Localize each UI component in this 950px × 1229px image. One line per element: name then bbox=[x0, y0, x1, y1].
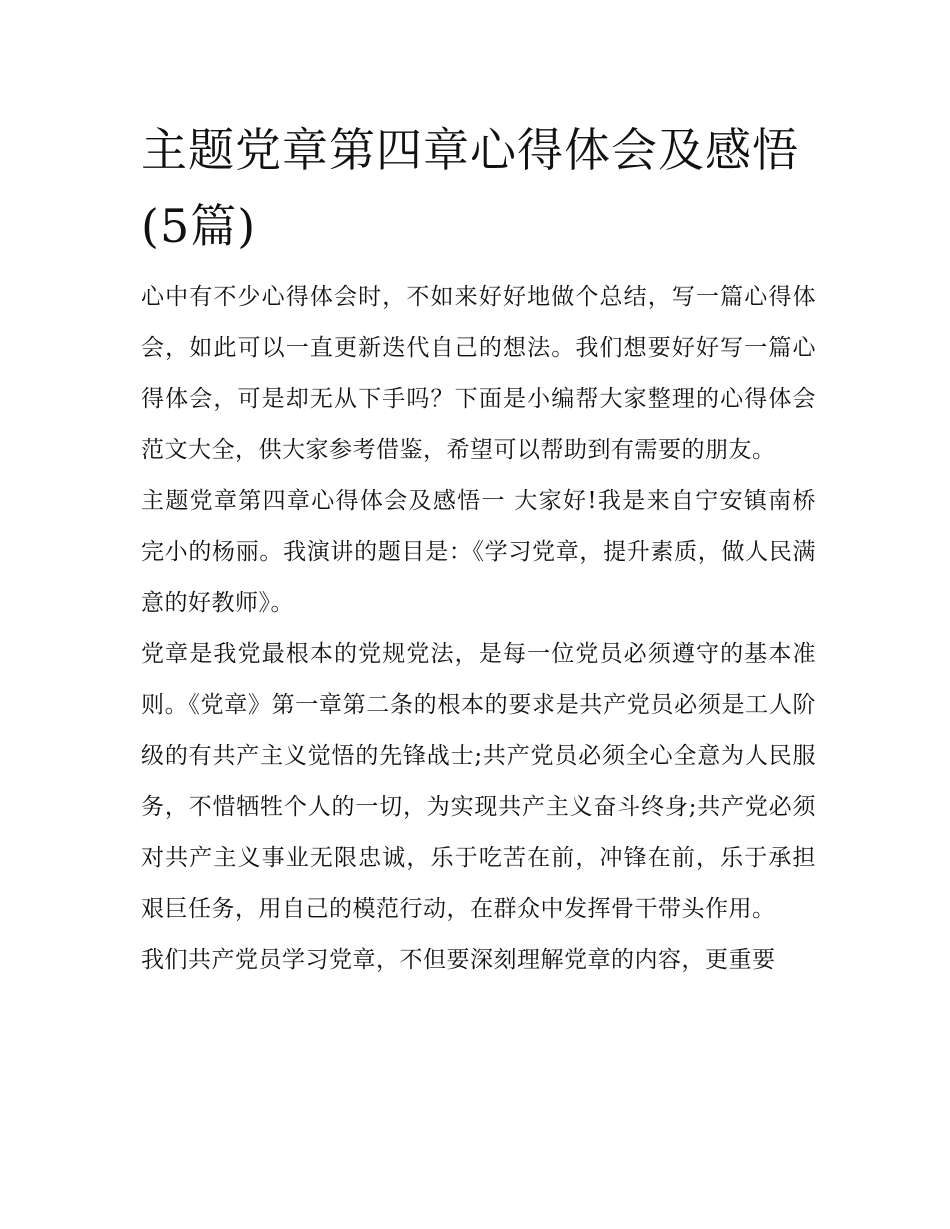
paragraph-intro: 心中有不少心得体会时，不如来好好地做个总结，写一篇心得体会，如此可以一直更新迭代自己的想法。我们想要好好写一篇心得体会，可是却无从下手吗？下面是小编帮大家整理的心得体会范文大全，供大家参考借鉴，希望可以帮助到有需要的朋友。 bbox=[141, 284, 816, 463]
paragraph-party-constitution: 党章是我党最根本的党规党法，是每一位党员必须遵守的基本准则。《党章》第一章第二条的根本的要求是共产党员必须是工人阶级的有共产主义觉悟的先锋战士;共产党员必须全心全意为人民服务，不惜牺牲个人的一切，为实现共产主义奋斗终身;共产党必须对共产主义事业无限忠诚，乐于吃苦在前，冲锋在前，乐于承担艰巨任务，用自己的模范行动，在群众中发挥骨干带头作用。 bbox=[141, 641, 816, 922]
paragraph-study: 我们共产党员学习党章，不但要深刻理解党章的内容，更重要 bbox=[141, 947, 776, 973]
document-body bbox=[141, 112, 816, 986]
document-title: 主题党章第四章心得体会及感悟(5篇) bbox=[141, 123, 799, 253]
paragraph-speech-opening: 主题党章第四章心得体会及感悟一 大家好!我是来自宁安镇南桥完小的杨丽。我演讲的题目是：《学习党章，提升素质，做人民满意的好教师》。 bbox=[141, 488, 816, 616]
